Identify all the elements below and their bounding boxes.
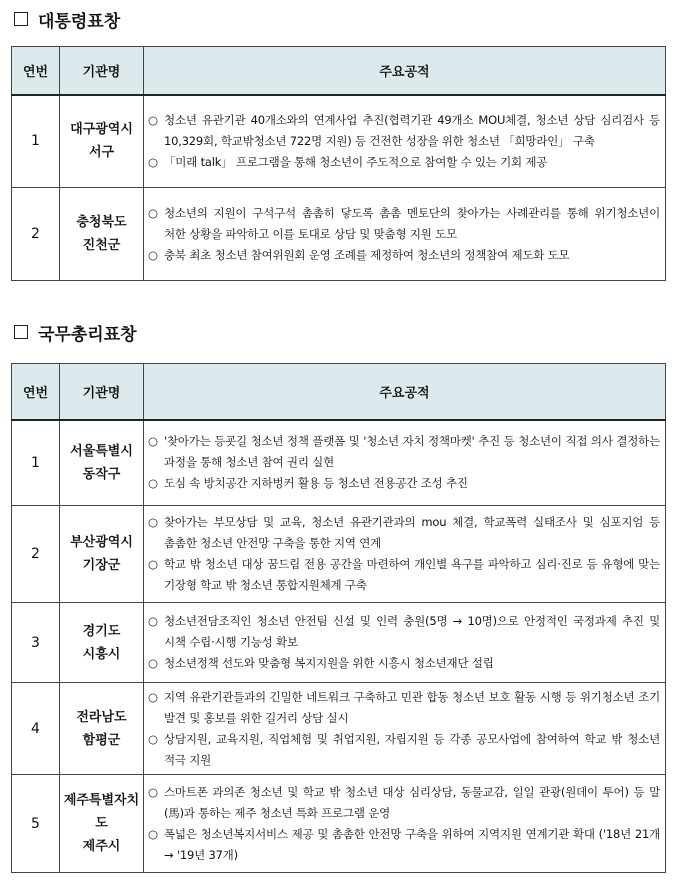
- item-text: 찾아가는 부모상담 및 교육, 청소년 유관기관과의 mou 체결, 학교폭력 실태조사 및 심포지엄 등 촘촘한 청소년 안전망 구축을 통한 지역 연계: [164, 515, 660, 550]
- org-district: 제주시: [82, 839, 121, 854]
- bullet: ○: [148, 247, 158, 262]
- header-no: 연번: [12, 47, 60, 95]
- item-text: 청소년정책 선도와 맞춤형 복지지원을 위한 시흥시 청소년재단 설립: [164, 656, 494, 670]
- header-work: 주요공적: [144, 47, 666, 95]
- bullet: ○: [148, 784, 158, 799]
- list-item: [148, 431, 660, 473]
- item-text: 충북 최초 청소년 참여위원회 운영 조례를 제정하여 청소년의 정책참여 제도화 도모: [164, 247, 570, 262]
- org-name: 충청북도: [76, 215, 127, 230]
- list-item: [148, 687, 660, 729]
- org-district: 기장군: [82, 558, 121, 573]
- item-text: 청소년의 지원이 구석구석 촘촘히 닿도록 촘촘 멘토단의 찾아가는 사례관리를 통해 위기청소년이 처한 상황을 파악하고 이를 토대로 상담 및 맞춤형 지원 도모: [164, 205, 660, 241]
- org-district: 시흥시: [82, 646, 121, 662]
- row-no: 1: [12, 95, 60, 188]
- bullet: ○: [148, 434, 158, 449]
- item-text: 지역 유관기관들과의 긴밀한 네트워크 구축하고 민관 합동 청소년 보호 활동 시행 등 위기청소년 조기 발견 및 홍보를 위한 길거리 상담 실시: [164, 689, 660, 725]
- row-work: [144, 603, 666, 683]
- list-item: [148, 782, 660, 824]
- bullet: ○: [148, 614, 158, 628]
- item-text: 「미래 talk」 프로그램을 통해 청소년이 주도적으로 참여할 수 있는 기회 제공: [164, 154, 548, 169]
- org-district: 동작구: [82, 466, 121, 482]
- presidential-award-table: [11, 46, 666, 281]
- list-item: [148, 729, 660, 771]
- table-row: [12, 420, 666, 506]
- bullet: ○: [148, 112, 158, 127]
- row-org: [60, 683, 144, 775]
- bullet: ○: [148, 826, 158, 841]
- section-title-prime-minister: [14, 318, 137, 346]
- section-title-text: 대통령표창: [38, 11, 121, 32]
- row-no: 3: [12, 603, 60, 683]
- row-org: [60, 506, 144, 603]
- row-no: 4: [12, 683, 60, 775]
- item-text: 폭넓은 청소년복지서비스 제공 및 촘촘한 안전망 구축을 위하여 지역지원 연계기관 확대 ('18년 21개 → '19년 37개): [164, 826, 660, 862]
- list-item: [148, 203, 660, 245]
- list-item: [148, 512, 660, 554]
- table-row: [12, 775, 666, 873]
- org-district: 진천군: [82, 238, 121, 253]
- row-org: [60, 775, 144, 873]
- list-item: [148, 473, 660, 494]
- row-no: 5: [12, 775, 60, 873]
- row-no: 1: [12, 420, 60, 506]
- table-row: [12, 506, 666, 603]
- bullet: ○: [148, 515, 158, 529]
- item-text: 스마트폰 과의존 청소년 및 학교 밖 청소년 대상 심리상담, 동물교감, 일일 관광(원데이 투어) 등 말(馬)과 통하는 제주 청소년 특화 프로그램 운영: [164, 784, 660, 820]
- row-work: [144, 95, 666, 188]
- row-no: 2: [12, 506, 60, 603]
- list-item: [148, 554, 660, 596]
- row-org: [60, 95, 144, 188]
- org-district: 함평군: [82, 732, 121, 748]
- org-district: 서구: [88, 145, 115, 161]
- header-no: 연번: [12, 364, 60, 420]
- row-work: [144, 188, 666, 281]
- bullet: ○: [148, 154, 158, 169]
- table-row: [12, 683, 666, 775]
- list-item: [148, 824, 660, 866]
- checkbox-icon: [14, 325, 28, 339]
- list-item: [148, 653, 660, 674]
- row-work: [144, 683, 666, 775]
- list-item: [148, 110, 660, 152]
- header-work: 주요공적: [144, 364, 666, 420]
- row-work: [144, 506, 666, 603]
- row-work: [144, 420, 666, 506]
- list-item: [148, 245, 660, 266]
- table-row: [12, 95, 666, 188]
- row-org: [60, 188, 144, 281]
- item-text: '찾아가는 등굣길 청소년 정책 플랫폼 및 '청소년 자치 정책마켓' 추진 등 청소년이 직접 의사 결정하는 과정을 통해 청소년 참여 권리 실현: [164, 434, 660, 470]
- org-name: 제주특별자치도: [63, 793, 140, 831]
- bullet: ○: [148, 656, 158, 670]
- header-org: 기관명: [60, 47, 144, 95]
- row-work: [144, 775, 666, 873]
- item-text: 학교 밖 청소년 대상 꿈드림 전용 공간을 마련하여 개인별 욕구를 파악하고 심리·진로 등 유형에 맞는 기장형 학교 밖 청소년 통합지원체계 구축: [164, 557, 660, 592]
- prime-minister-award-table: [11, 363, 666, 873]
- item-text: 도심 속 방치공간 지하벙커 활용 등 청소년 전용공간 조성 추진: [164, 476, 468, 491]
- bullet: ○: [148, 731, 158, 746]
- section-title-presidential: [14, 5, 120, 33]
- org-name: 부산광역시: [70, 535, 133, 550]
- row-org: [60, 420, 144, 506]
- item-text: 청소년전담조직인 청소년 안전팀 신설 및 인력 충원(5명 → 10명)으로 안정적인 국정과제 추진 및 시책 수립·시행 기능성 확보: [164, 614, 660, 649]
- bullet: ○: [148, 689, 158, 704]
- bullet: ○: [148, 476, 158, 491]
- item-text: 상담지원, 교육지원, 직업체험 및 취업지원, 자립지원 등 각종 공모사업에 참여하여 학교 밖 청소년 적극 지원: [164, 731, 660, 767]
- list-item: [148, 611, 660, 653]
- row-org: [60, 603, 144, 683]
- table-row: [12, 188, 666, 281]
- list-item: [148, 152, 660, 173]
- bullet: ○: [148, 557, 158, 571]
- header-org: 기관명: [60, 364, 144, 420]
- org-name: 경기도: [82, 623, 121, 639]
- org-name: 대구광역시: [70, 122, 133, 138]
- bullet: ○: [148, 205, 158, 220]
- checkbox-icon: [14, 12, 28, 26]
- org-name: 서울특별시: [70, 443, 133, 459]
- item-text: 청소년 유관기관 40개소와의 연계사업 추진(협력기관 49개소 MOU체결, 청소년 상담 심리검사 등 10,329회, 학교밖청소년 722명 지원) 등 건전한 성장을 위한 청소년 「희망라인」 구축: [164, 112, 660, 148]
- table-row: [12, 603, 666, 683]
- row-no: 2: [12, 188, 60, 281]
- section-title-text: 국무총리표창: [38, 324, 137, 345]
- org-name: 전라남도: [76, 709, 127, 725]
